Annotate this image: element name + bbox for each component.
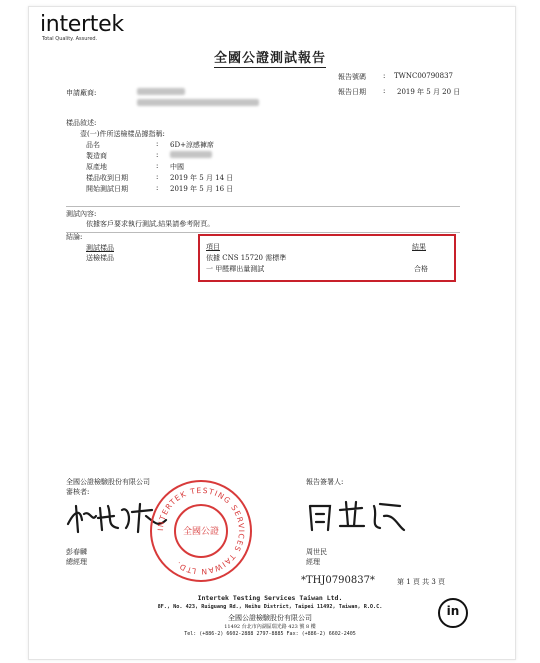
intertek-logo: intertek: [40, 12, 124, 37]
sample-row-label: 原產地: [86, 163, 107, 171]
page-number: 第 1 頁 共 3 頁: [397, 578, 446, 586]
colon: :: [156, 184, 159, 192]
barcode-text: *THJ0790837*: [301, 575, 375, 586]
reviewer-name: 彭春麟: [66, 548, 87, 556]
logo-tagline: Total Quality. Assured.: [42, 36, 98, 42]
sample-row-label: 樣品收到日期: [86, 174, 128, 182]
report-title: 全國公證測試報告: [213, 51, 326, 66]
test-content-heading: 測試內容:: [66, 210, 97, 218]
submitted-sample-label: 送檢樣品: [86, 254, 114, 262]
report-date-value: 2019 年 5 月 20 日: [397, 88, 461, 96]
footer-phone: Tel: (+886-2) 6602-2888 2797-8885 Fax: (+886-2) 6602-2405: [184, 631, 356, 637]
svg-text:INTERTEK TESTING SERVICES TAIW: INTERTEK TESTING SERVICES TAIWAN LTD.: [155, 485, 247, 577]
signer-label: 報告簽署人:: [306, 478, 344, 486]
colon: :: [156, 162, 159, 170]
reviewer-title: 總經理: [66, 558, 87, 566]
test-standard: 依據 CNS 15720 需標準: [206, 254, 287, 262]
report-number-label: 報告號碼: [338, 73, 366, 81]
company-seal: INTERTEK TESTING SERVICES TAIWAN LTD. 全國公證: [150, 480, 252, 582]
sample-row-value: 2019 年 5 月 16 日: [170, 185, 234, 193]
company-name: 全國公證檢驗股份有限公司: [66, 478, 150, 486]
signer-name: 周世民: [306, 548, 327, 556]
colon: :: [383, 72, 386, 80]
signer-signature: [300, 496, 410, 538]
sample-row-label: 開始測試日期: [86, 185, 128, 193]
redacted-manufacturer: [170, 151, 212, 158]
conclusion-heading: 結論:: [66, 233, 83, 241]
footer-company-en: Intertek Testing Services Taiwan Ltd.: [197, 594, 343, 602]
result-header: 結果: [412, 243, 426, 251]
redacted-applicant-name: [137, 88, 185, 95]
report-date-label: 報告日期: [338, 88, 366, 96]
sample-row-value: 2019 年 5 月 14 日: [170, 174, 234, 182]
report-page: [28, 6, 516, 660]
colon: :: [156, 151, 159, 159]
applicant-label: 申請廠商:: [66, 89, 97, 97]
sample-row-label: 製造商: [86, 152, 107, 160]
sample-heading: 樣品敘述:: [66, 119, 97, 127]
footer-address-zh: 11492 台北市內湖區瑞光路 423 號 8 樓: [224, 624, 316, 630]
footer-address-en: 8F., No. 423, Ruiguang Rd., Neihu District, Taipei 11492, Taiwan, R.O.C.: [157, 604, 383, 610]
test-result: 合格: [414, 265, 428, 273]
sample-row-label: 品名: [86, 141, 100, 149]
sample-row-value: 6D+涼感褲席: [170, 141, 214, 149]
tested-sample-label: 測試樣品: [86, 244, 114, 252]
sample-intro: 壹(一)件所送檢樣品據指稱:: [80, 130, 165, 138]
divider: [66, 206, 460, 207]
test-item: 一 甲醛釋出量測試: [206, 265, 265, 273]
divider: [66, 232, 460, 233]
footer-company-zh: 全國公證檢驗股份有限公司: [228, 614, 312, 622]
intertek-in-logo: in: [438, 598, 468, 628]
report-number-value: TWNC00790837: [394, 72, 453, 80]
signer-title: 經理: [306, 558, 320, 566]
item-header: 項目: [206, 243, 220, 251]
reviewer-label: 審核者:: [66, 488, 90, 496]
colon: :: [156, 140, 159, 148]
sample-row-value: 中國: [170, 163, 184, 171]
test-content-text: 依據客戶要求執行測試,結果請參考附頁。: [86, 220, 215, 228]
colon: :: [156, 173, 159, 181]
redacted-applicant-address: [137, 99, 259, 106]
colon: :: [383, 87, 386, 95]
